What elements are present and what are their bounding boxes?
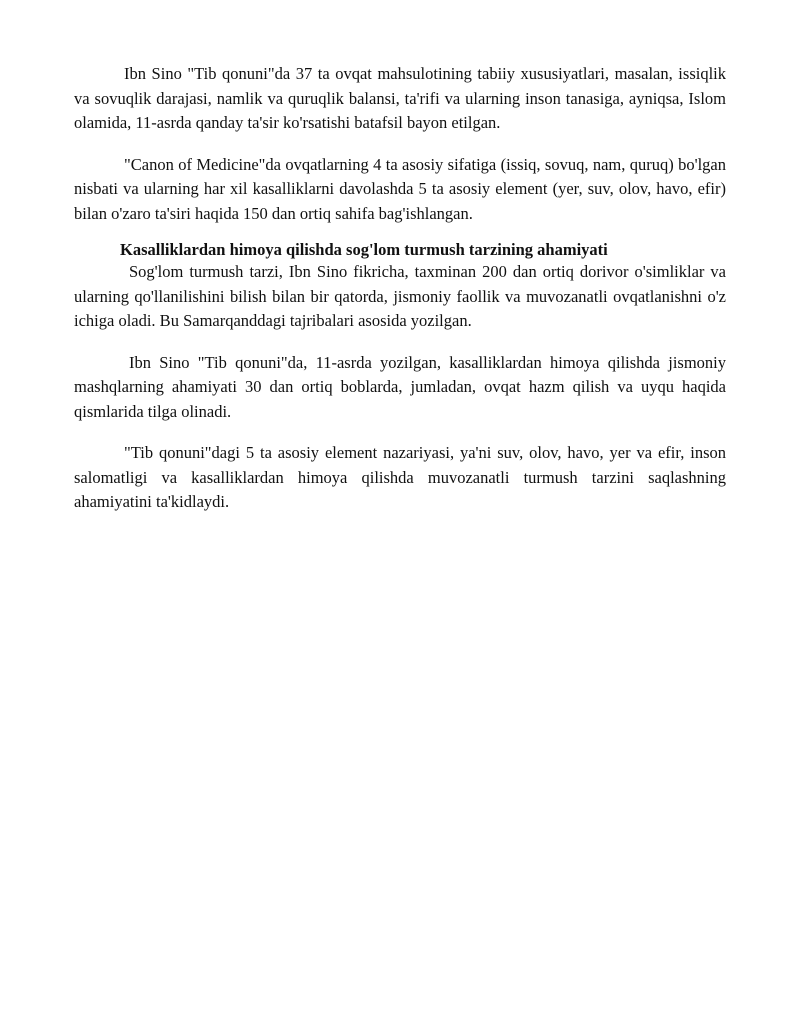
paragraph-ibn-sino-food: Ibn Sino "Tib qonuni"da 37 ta ovqat mahsulotining tabiiy xususiyatlari, masalan, issiqlik va sovuqlik darajasi, namlik va quruqlik balansi, ta'rifi va ularning inson tanasiga, ayniqsa, Islom olamida, 11-asrda qanday ta'sir ko'rsatishi batafsil bayon etilgan. xyxy=(74,64,726,132)
paragraph-physical-exercise: Ibn Sino "Tib qonuni"da, 11-asrda yozilgan, kasalliklardan himoya qilishda jismoniy mashqlarning ahamiyati 30 dan ortiq boblarda, jumladan, ovqat hazm qilish va uyqu haqida qismlarida tilga olinadi. xyxy=(74,352,726,421)
paragraph-five-elements: "Tib qonuni"dagi 5 ta asosiy element nazariyasi, ya'ni suv, olov, havo, yer va efir, inson salomatligi va kasalliklardan himoya qilishda muvozanatli turmush tarzini saqlashning ahamiyatini ta'kidlaydi. xyxy=(74,443,726,511)
paragraph-healthy-lifestyle: Sog'lom turmush tarzi, Ibn Sino fikricha, taxminan 200 dan ortiq dorivor o'simliklar va ularning qo'llanilishini bilish bilan bir qatorda, jismoniy faollik va muvozanatli ovqatlanishni o'z ichiga oladi. Bu Samarqanddagi tajribalari asosida yozilgan. xyxy=(74,262,726,330)
paragraph-canon-of-medicine: "Canon of Medicine"da ovqatlarning 4 ta asosiy sifatiga (issiq, sovuq, nam, quruq) bo'lgan nisbati va ularning har xil kasalliklarni davolashda 5 ta asosiy element (yer, suv, olov, havo, efir) bilan o'zaro ta'siri haqida 150 dan ortiq sahifa bag'ishlangan. xyxy=(74,154,726,223)
document-page xyxy=(74,62,726,515)
section-heading: Kasalliklardan himoya qilishda sog'lom turmush tarzining ahamiyati xyxy=(120,240,608,259)
